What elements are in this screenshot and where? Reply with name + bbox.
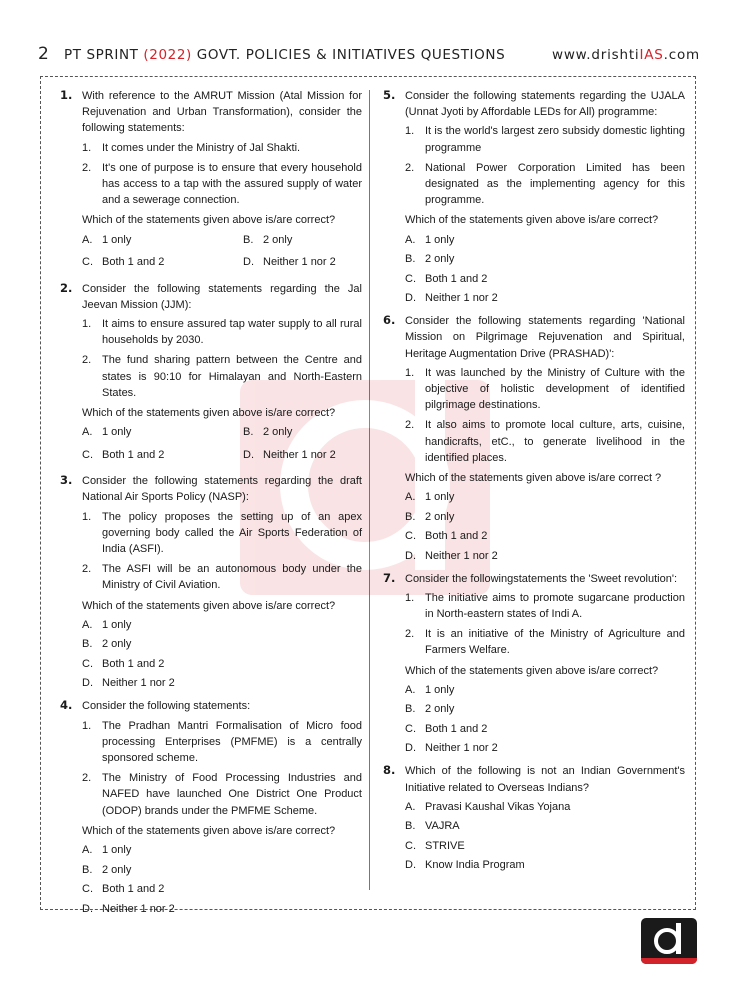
statement [82, 561, 362, 593]
statement-text: It is the world's largest zero subsidy domestic lighting programme [425, 125, 685, 154]
statement-number: 2. [82, 563, 92, 576]
question-text: Consider the following statements regarding the Jal Jeevan Mission (JJM): [82, 282, 362, 311]
option-text: 2 only [102, 638, 132, 651]
question-4 [60, 698, 362, 916]
option-letter: D. [405, 292, 416, 305]
statement-text: The fund sharing pattern between the Centre and states is 90:10 for Himalayan and North-Eastern States. [102, 354, 362, 399]
option-text: Both 1 and 2 [102, 657, 165, 670]
option-letter: D. [243, 256, 254, 269]
option-text: 1 only [102, 844, 132, 856]
option-letter: D. [405, 549, 416, 562]
question-prompt: Which of the statements given above is/are correct ? [405, 471, 662, 484]
option-text: 1 only [425, 683, 455, 696]
option-letter: D. [405, 859, 416, 872]
option-list [405, 682, 685, 757]
option-letter: A. [405, 491, 416, 504]
right-column [383, 88, 685, 880]
option-letter: B. [405, 820, 416, 833]
statement [405, 590, 685, 622]
option-list [405, 489, 685, 564]
question-text: With reference to the AMRUT Mission (Atal Mission for Rejuvenation and Urban Transformation), consider the following statements: [82, 90, 362, 135]
option-text: Both 1 and 2 [425, 530, 488, 543]
option-letter: D. [405, 742, 416, 755]
statement-list [405, 123, 685, 208]
option-a [405, 232, 685, 248]
statement-list [405, 590, 685, 659]
option-d [82, 901, 362, 917]
statement-text: National Power Corporation Limited has been designated as the implementing agency for this programme. [425, 161, 685, 207]
question-text: Which of the following is not an Indian Government's Initiative related to Overseas Indians? [405, 765, 685, 794]
option-text: 1 only [425, 233, 455, 246]
option-c [82, 656, 362, 672]
option-letter: C. [405, 530, 416, 543]
statement [82, 352, 362, 401]
question-6 [383, 313, 685, 564]
option-letter: A. [405, 233, 416, 246]
option-letter: B. [82, 863, 93, 876]
option-letter: A. [82, 844, 93, 856]
statement-text: It aims to ensure assured tap water supply to all rural households by 2030. [102, 318, 362, 347]
option-text: Neither 1 nor 2 [263, 448, 336, 461]
option-text: Neither 1 nor 2 [102, 902, 175, 915]
option-text: Neither 1 nor 2 [263, 256, 336, 269]
option-text: 2 only [102, 863, 132, 876]
statement [82, 770, 362, 819]
page-header [38, 44, 700, 66]
statement-number: 1. [405, 591, 415, 604]
option-letter: C. [405, 272, 416, 285]
site-suffix: .com [663, 47, 700, 63]
option-list [82, 842, 362, 917]
statement-number: 1. [82, 141, 92, 154]
statement [405, 123, 685, 155]
option-d [82, 675, 362, 691]
option-list [405, 799, 685, 874]
statement-number: 1. [405, 125, 415, 138]
statement [82, 718, 362, 767]
series-title [64, 47, 505, 63]
option-d [405, 548, 685, 564]
option-c [82, 254, 243, 270]
option-letter: C. [82, 448, 93, 461]
question-prompt: Which of the statements given above is/are correct? [82, 599, 336, 612]
option-text: STRIVE [425, 839, 465, 852]
statement-text: The policy proposes the setting up of an apex governing body called the Air Sports Federation of India (ASFI). [102, 510, 362, 556]
option-a [405, 799, 685, 815]
statement-text: It's one of purpose is to ensure that every household has access to a tap with the assured supply of water and a sewerage connection. [102, 161, 362, 207]
option-c [82, 447, 243, 463]
option-text: 2 only [425, 253, 455, 266]
question-number: 1. [60, 88, 73, 102]
statement-text: The Ministry of Food Processing Industries and NAFED have launched One District One Product (ODOP) brands under the PMFME Scheme. [102, 772, 362, 817]
statement-text: The Pradhan Mantri Formalisation of Micro food processing Enterprises (PMFME) is a centrally sponsored scheme. [102, 719, 362, 764]
option-c [82, 881, 362, 897]
option-letter: B. [243, 426, 254, 439]
option-text: 2 only [425, 703, 455, 716]
option-letter: A. [82, 426, 93, 439]
question-number: 7. [383, 570, 396, 585]
option-c [405, 271, 685, 287]
option-d [405, 857, 685, 873]
statement-list [82, 718, 362, 819]
option-text: Pravasi Kaushal Vikas Yojana [425, 800, 571, 813]
option-text: Neither 1 nor 2 [102, 677, 175, 690]
question-number: 2. [60, 280, 73, 295]
option-text: Both 1 and 2 [102, 883, 165, 895]
option-a [82, 424, 243, 440]
question-3 [60, 473, 362, 691]
statement-number: 1. [82, 510, 92, 523]
question-8 [383, 763, 685, 873]
option-text: 1 only [102, 618, 132, 631]
site-prefix: www.drishti [552, 47, 640, 63]
option-b [82, 636, 362, 652]
left-column [60, 88, 362, 924]
option-a [405, 682, 685, 698]
option-letter: B. [243, 233, 254, 246]
statement-list [82, 509, 362, 594]
question-number: 4. [60, 698, 73, 713]
question-prompt: Which of the statements given above is/are correct? [82, 824, 336, 837]
option-letter: A. [82, 233, 93, 246]
statement-list [405, 365, 685, 466]
option-a [82, 617, 362, 633]
option-text: 1 only [102, 233, 132, 246]
option-a [405, 489, 685, 505]
statement [405, 365, 685, 414]
question-text: Consider the following statements regarding the draft National Air Sports Policy (NASP): [82, 475, 362, 504]
option-letter: C. [405, 839, 416, 852]
option-letter: C. [405, 722, 416, 735]
question-prompt: Which of the statements given above is/are correct? [405, 214, 659, 227]
statement [405, 417, 685, 466]
option-letter: B. [405, 510, 416, 523]
statement-text: The ASFI will be an autonomous body under the Ministry of Civil Aviation. [102, 563, 362, 592]
question-number: 8. [383, 763, 396, 778]
statement-text: It was launched by the Ministry of Culture with the objective of holistic development of identified pilgrimage destinations. [425, 366, 685, 412]
option-letter: A. [82, 618, 93, 631]
site-url [552, 47, 700, 63]
option-letter: D. [82, 902, 93, 915]
option-letter: A. [405, 800, 416, 813]
option-letter: B. [405, 253, 416, 266]
statement-number: 1. [82, 719, 92, 732]
option-list [82, 617, 362, 692]
option-letter: C. [82, 657, 93, 670]
question-prompt: Which of the statements given above is/are correct? [405, 664, 659, 677]
statement [82, 509, 362, 558]
option-text: Both 1 and 2 [425, 272, 488, 285]
statement-list [82, 140, 362, 209]
question-1 [60, 88, 362, 274]
statement [82, 140, 362, 156]
option-a [82, 842, 362, 858]
option-text: 2 only [263, 233, 293, 246]
option-c [405, 721, 685, 737]
page-number: 2 [38, 44, 49, 64]
option-a [82, 232, 243, 248]
option-c [405, 528, 685, 544]
option-letter: D. [243, 448, 254, 461]
statement-number: 2. [82, 772, 92, 785]
site-brand: IAS [639, 47, 664, 63]
option-text: 1 only [425, 491, 455, 504]
statement-list [82, 316, 362, 401]
statement-text: The initiative aims to promote sugarcane production in North-eastern states of Indi A. [425, 591, 685, 621]
statement-number: 1. [405, 366, 415, 379]
option-letter: D. [82, 677, 93, 690]
question-prompt: Which of the statements given above is/are correct? [82, 214, 336, 227]
option-list [82, 232, 362, 274]
statement-number: 2. [82, 161, 92, 174]
option-b [82, 862, 362, 878]
option-b [405, 251, 685, 267]
statement-number: 1. [82, 318, 92, 331]
question-text: Consider the followingstatements the 'Sweet revolution': [405, 572, 678, 585]
option-list [405, 232, 685, 307]
question-number: 3. [60, 473, 73, 488]
drishti-d-logo-icon [641, 918, 697, 964]
question-2 [60, 281, 362, 467]
option-letter: C. [82, 883, 93, 895]
option-letter: B. [405, 703, 416, 716]
series-prefix: PT SPRINT [64, 47, 144, 63]
statement-text: It is an initiative of the Ministry of Agriculture and Farmers Welfare. [425, 628, 685, 657]
statement [82, 160, 362, 209]
statement [82, 316, 362, 348]
option-b [405, 818, 685, 834]
question-text: Consider the following statements: [82, 700, 251, 713]
option-text: Neither 1 nor 2 [425, 292, 498, 305]
option-b [405, 509, 685, 525]
question-prompt: Which of the statements given above is/are correct? [82, 407, 336, 420]
option-list [82, 424, 362, 466]
option-text: Neither 1 nor 2 [425, 549, 498, 562]
statement-number: 2. [405, 628, 415, 641]
option-text: 1 only [102, 426, 132, 439]
question-number: 6. [383, 313, 396, 328]
statement-number: 2. [405, 161, 415, 174]
series-year: (2022) [143, 47, 192, 63]
option-text: Neither 1 nor 2 [425, 742, 498, 755]
option-c [405, 838, 685, 854]
question-7 [383, 571, 685, 757]
option-text: Both 1 and 2 [425, 722, 488, 735]
statement-number: 2. [82, 354, 92, 367]
option-text: 2 only [263, 426, 293, 439]
option-d [243, 447, 363, 463]
option-letter: B. [82, 638, 93, 651]
option-text: 2 only [425, 510, 455, 523]
option-letter: A. [405, 683, 416, 696]
option-letter: C. [82, 256, 93, 269]
series-suffix: GOVT. POLICIES & INITIATIVES QUESTIONS [191, 47, 506, 63]
option-text: Both 1 and 2 [102, 256, 165, 269]
option-d [405, 740, 685, 756]
option-text: Both 1 and 2 [102, 448, 165, 461]
option-b [243, 232, 363, 248]
statement [405, 160, 685, 209]
statement-number: 2. [405, 419, 415, 432]
question-text: Consider the following statements regarding the UJALA (Unnat Jyoti by Affordable LEDs for All) programme: [405, 90, 685, 119]
statement-text: It comes under the Ministry of Jal Shakti. [102, 141, 301, 154]
question-5 [383, 88, 685, 306]
statement [405, 626, 685, 658]
statement-text: It also aims to promote local culture, arts, cuisine, handicrafts, etC., to generate livelihood in the identified places. [425, 419, 685, 464]
option-b [243, 424, 363, 440]
option-text: VAJRA [425, 820, 460, 833]
question-text: Consider the following statements regarding 'National Mission on Pilgrimage Rejuvenation and Spiritual, Heritage Augmentation Drive (PRASHAD)': [405, 315, 685, 360]
option-d [243, 254, 363, 270]
option-d [405, 290, 685, 306]
question-number: 5. [383, 88, 396, 102]
option-text: Know India Program [425, 859, 525, 872]
option-b [405, 701, 685, 717]
